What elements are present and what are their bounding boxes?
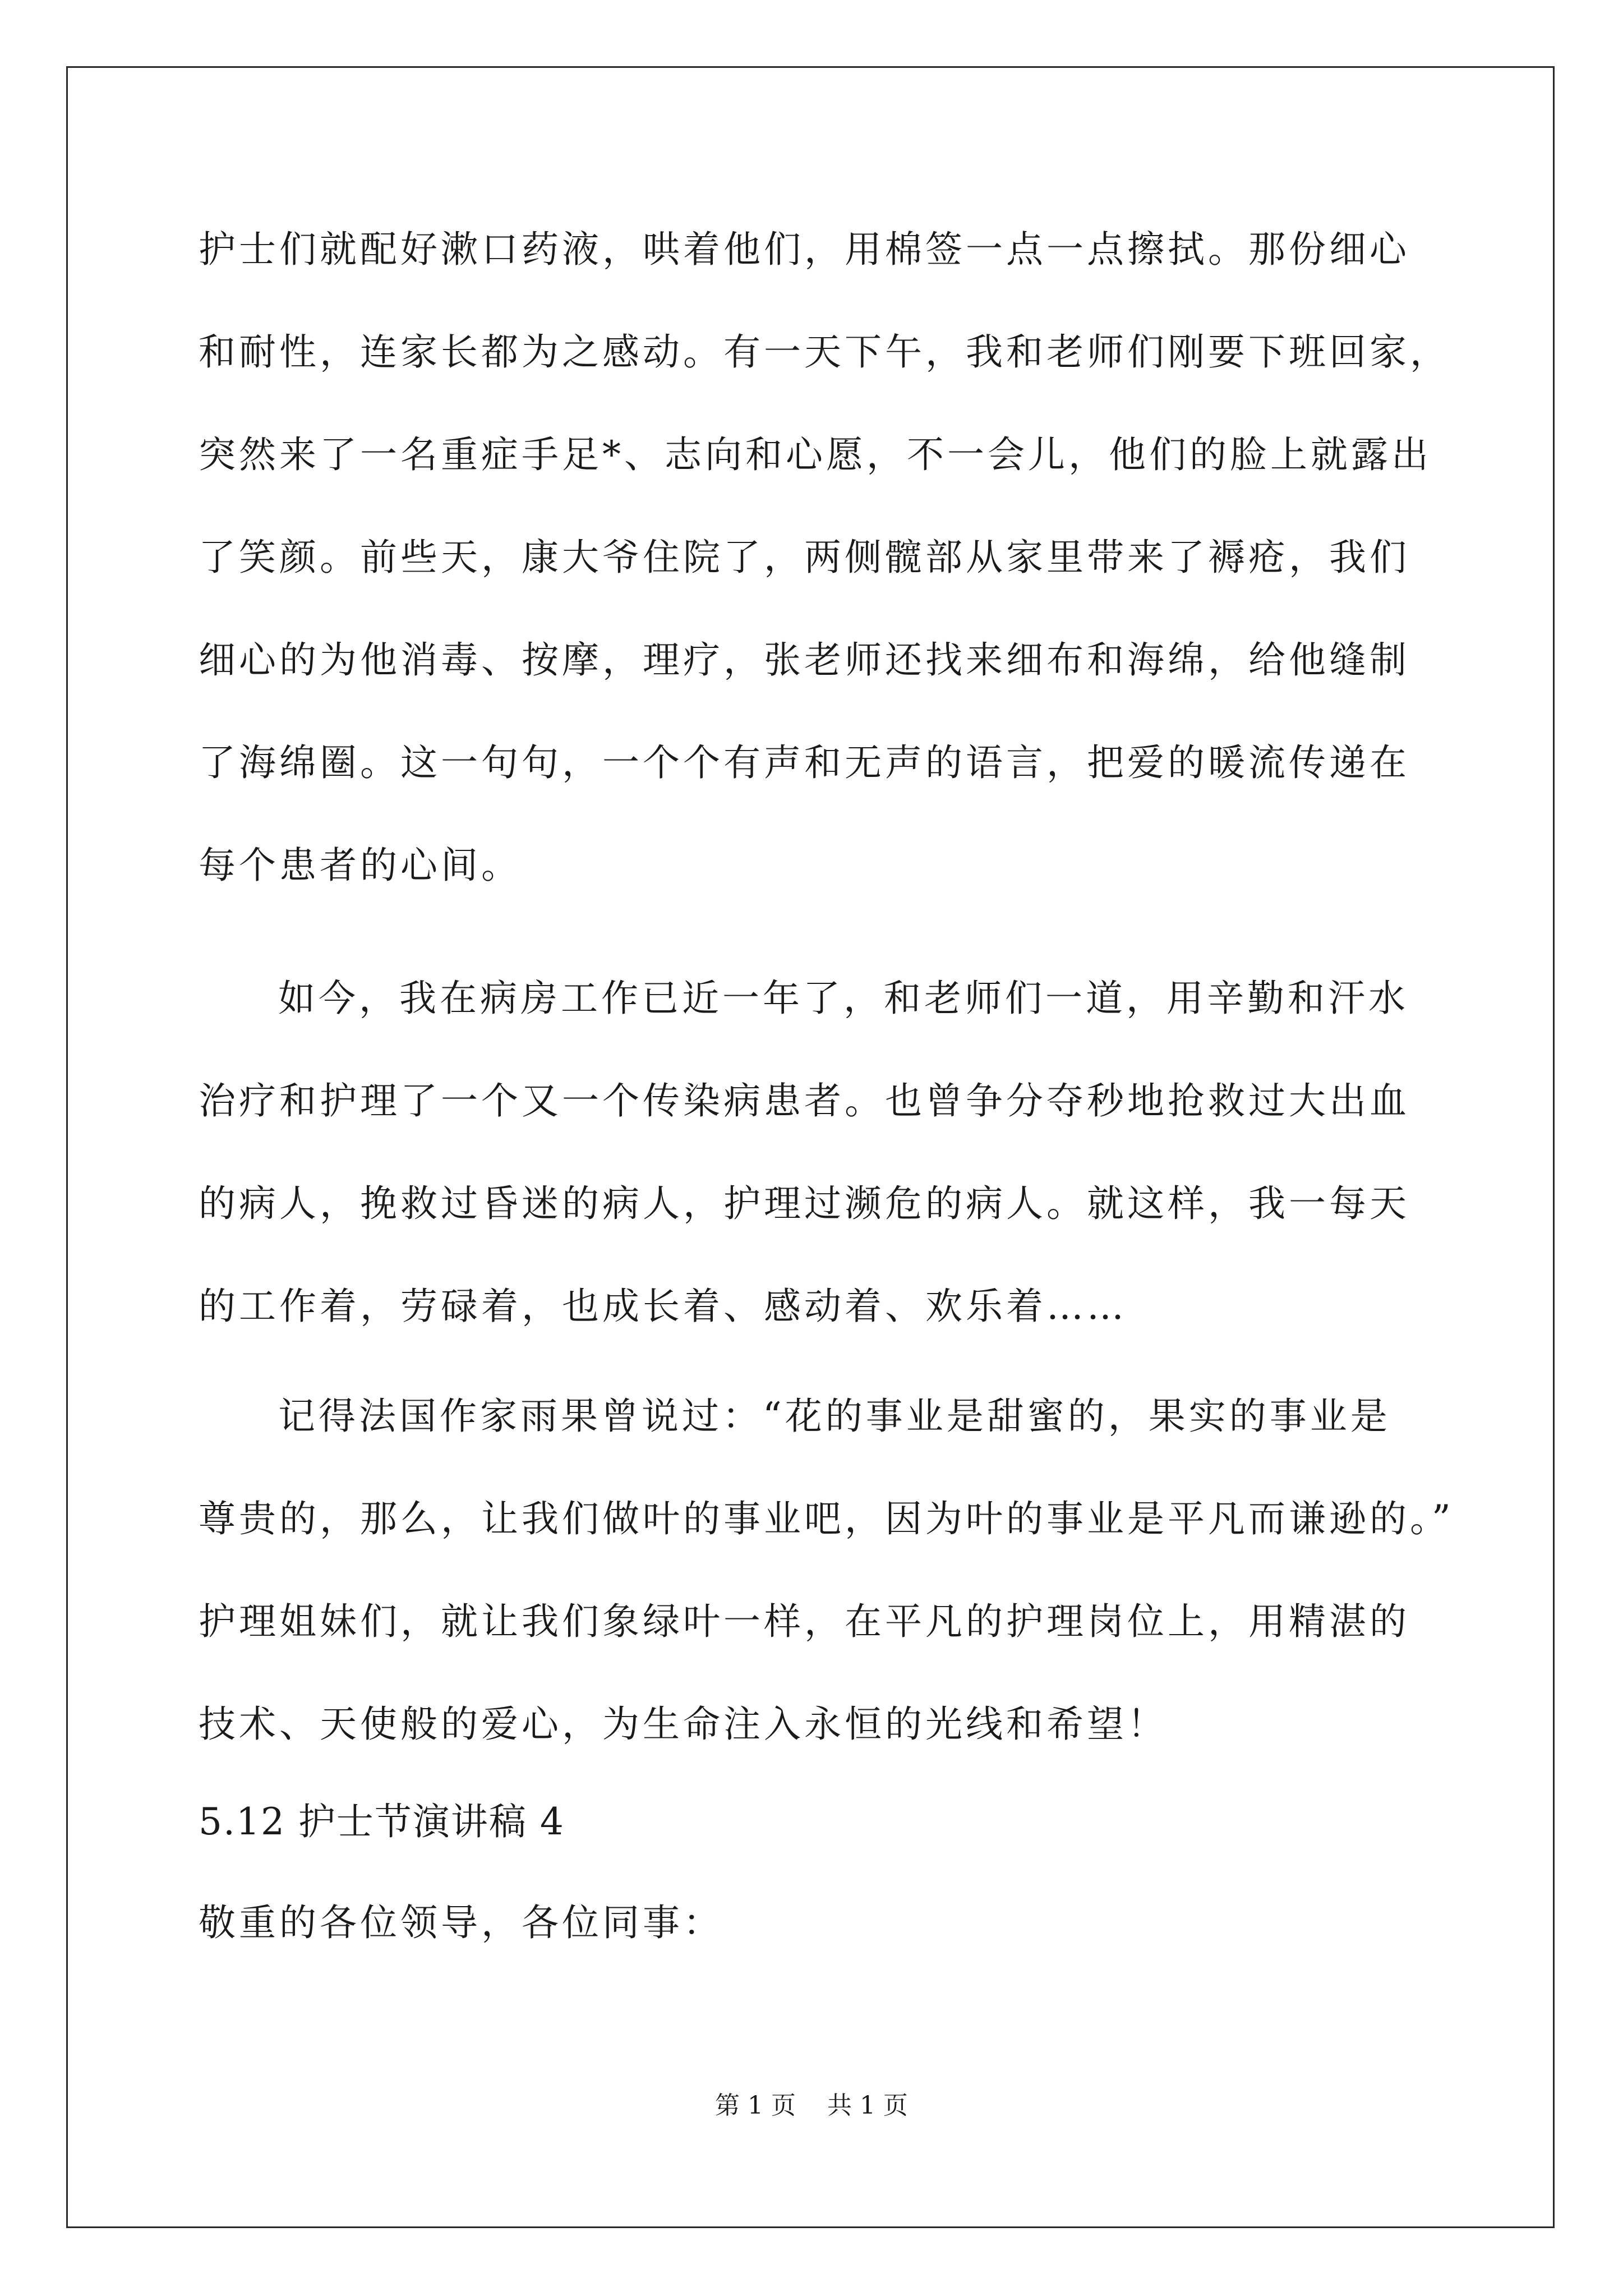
text-line: 的工作着，劳碌着，也成长着、感动着、欢乐着……: [199, 1285, 1127, 1328]
paragraph-first-line: 如今，我在病房工作已近一年了，和老师们一道，用辛勤和汗水: [278, 977, 1409, 1020]
text-line: 了笑颜。前些天，康大爷住院了，两侧髋部从家里带来了褥疮，我们: [199, 536, 1410, 579]
text-line: 每个患者的心间。: [199, 844, 522, 887]
text-line: 尊贵的，那么，让我们做叶的事业吧，因为叶的事业是平凡而谦逊的。”: [199, 1497, 1454, 1540]
section-heading: 5.12 护士节演讲稿 4: [199, 1800, 565, 1843]
page-number-footer: 第 1 页 共 1 页: [715, 2091, 908, 2120]
text-line: 的病人，挽救过昏迷的病人，护理过濒危的病人。就这样，我一每天: [199, 1182, 1410, 1225]
text-line: 突然来了一名重症手足*、志向和心愿，不一会儿，他们的脸上就露出: [199, 433, 1432, 476]
salutation: 敬重的各位领导，各位同事：: [199, 1901, 723, 1944]
text-line: 护理姐妹们，就让我们象绿叶一样，在平凡的护理岗位上，用精湛的: [199, 1600, 1410, 1643]
paragraph-first-line: 记得法国作家雨果曾说过：“花的事业是甜蜜的，果实的事业是: [278, 1395, 1391, 1438]
text-line: 护士们就配好漱口药液，哄着他们，用棉签一点一点擦拭。那份细心: [199, 228, 1410, 271]
text-line: 了海绵圈。这一句句，一个个有声和无声的语言，把爱的暖流传递在: [199, 741, 1410, 784]
text-line: 细心的为他消毒、按摩，理疗，张老师还找来细布和海绵，给他缝制: [199, 638, 1410, 682]
text-line: 技术、天使般的爱心，为生命注入永恒的光线和希望！: [199, 1703, 1168, 1746]
text-line: 治疗和护理了一个又一个传染病患者。也曾争分夺秒地抢救过大出血: [199, 1079, 1410, 1122]
text-line: 和耐性，连家长都为之感动。有一天下午，我和老师们刚要下班回家，: [199, 330, 1450, 374]
